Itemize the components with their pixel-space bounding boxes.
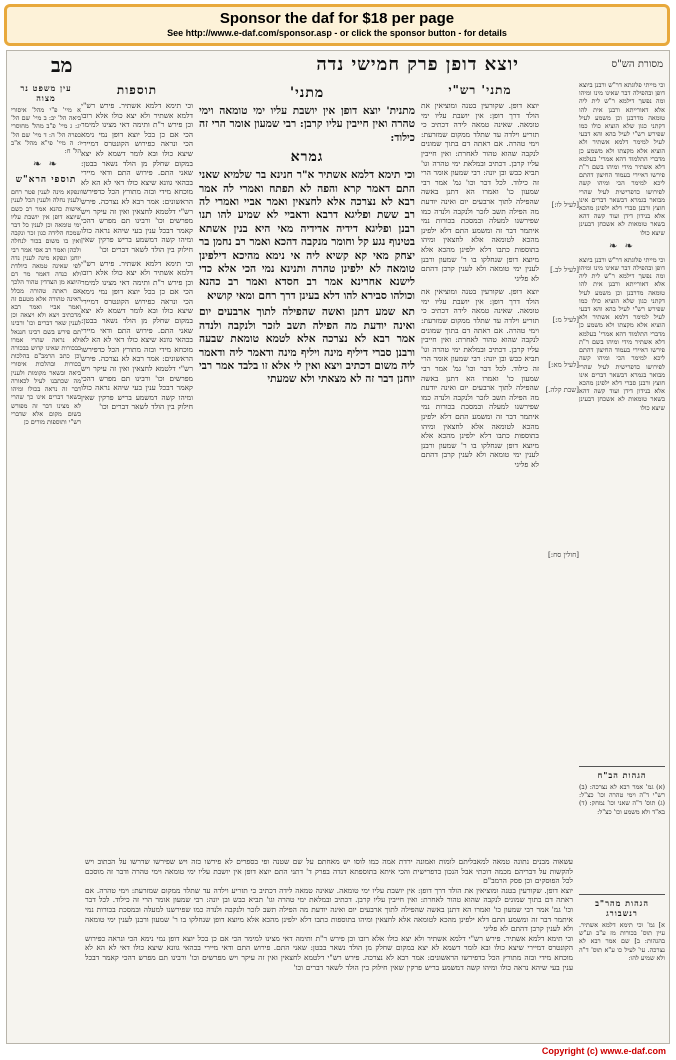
tosafot-rid-heading: תוספי הרא"ש — [15, 175, 77, 186]
gemara-heading: גמרא — [290, 149, 324, 166]
margin-note-5: [שבת קלה.] — [545, 386, 579, 394]
tosafot-column — [81, 81, 193, 851]
ein-mishpat-text: א מיי' פ"י מהל' איסורי ביאה הל' יב: ב מיי' שם הל' יג: ג מיי' פ"ב מהל' מחוסרי כפרה הל' ה: ד מיי' שם הל' ו: ה מיי' פי"א מהל' א"ב הל' ח: — [11, 106, 81, 156]
tosafot-heading: תוספות — [116, 83, 158, 97]
margin-note-6: [חולין סח:] — [548, 551, 579, 559]
hagahot-bach-text: (א) גמ' אמר רבא לא נצרכה: (ב) רש"י ד"ה וימי טהרה וכו' כצ"ל: (ג) תוס' ד"ה שאני וכו' נמחק: (ד) בא"ד ולא משמע וכו' כצ"ל: — [579, 783, 665, 816]
bottom-commentary-text: עשאוה מבנים נתונה טמאה למאבליתם לומות ואמונה ירדת אמה כמו לוסו יש מאחתם על שם שטנה ופי בספרים לא פירשו כזה ויש שפירשו שדרשו על הכתוב ויש להקשות על דבריהם מכמה דוכתי אבל הנכון כדפרישית והכי איתא בתוספתא דנדה בפרק ד' דתני התם יוצא דופן אין יושבת עליו ימי טומאה וימי טהרה ודבר זה מוסכם לכל הפוסקים וכן פסק הרמב"ם — [85, 857, 573, 886]
mishna-heading: מתני' — [289, 85, 325, 101]
margin-note-3: [לעיל מ:] — [552, 316, 579, 324]
sponsor-banner[interactable] — [4, 4, 670, 46]
gemara-text: וכי תימא דלמא אשתיר א"ר חנינא בר שלמיא שאני התם דאמר קרא והפה לא תפתח ואמרי לה אמר רבא לא נצרכה אלא לחצאין ואמר אביי ואמרי לה רב ששת ופליגא דרבא ודאביי לא שמיע להו תנו רבנן ופליגא דידיה אדידיה מאי היא בנין אשתא בטינוף נגע קל וחומר מנקבה דהכא ואמר רב נחמן בר יצחק מאי קא קשיא ליה אי נימא מהיכא דילפינן טומאה לא ילפינן טהרה ותנינא נמי הכי אלא כדי לישנא אחרינא אמר רב חסדא ואמר רב כהנא וכולהו סבירא להו דלא בעינן דרך רחם ומאי קושיא — [199, 169, 415, 302]
ornament-divider-left: ❧ ❧ — [33, 159, 59, 171]
tosafot-rid-text: ונפקא מינה לענין פטר רחם ולענין נחלה ולענין הכל לענין אישות כהנא אמר רב כשם שיוצא דופן אין יושבת עליו ימי טומאה וכן לענין כל דבר שמכח הלידה כגון זכר ונקבה ואין בו משום בכור לנחלה ולכהן ואמר רב אסי אמר רבי יוחנן ונפקא מינה לענין נדה לפי שאינה טמאה כיולדת ולא כנדה דאמר מר דם היוצא מן הצדדין טהור הלכך אם ראתה טהורה מכלל דאינה טהורה אלא מטעם זה ואמר אביי ואמר רבא מדכתיב ויצא ולא ויצאה וכן לענין שאר דברים וכו' ורבינו תם פירש בשם רבינו חננאל ולא נראה שהרי אמרו בבכורות שאינו קדוש בבכורה וכן כתב הרמב"ם בהלכות בכורות ובהלכות איסורי ביאה ובשאר מקומות ולענין מה שכתבנו לעיל לכאורה דבר זה נראה בכולו ומיהו בשאר דברים אינו כך שהרי לא מצינו דבר זה מפורש בשום מקום אלא שדברי רש"י ותוספות מורים כן — [11, 188, 81, 426]
mishna-text: מתנית' יוצא דופן אין יושבת עליו ימי טומאה וימי טהרה ואין חייבין עליו קרבן: רבי שמעון אומר הרי זה כילוד: — [199, 105, 415, 144]
left-gloss-column — [11, 81, 81, 1041]
margin-note-4: [לעיל מא:] — [548, 361, 579, 369]
hagahot-bach-box — [579, 763, 665, 893]
ein-mishpat-heading: עין משפט נר מצוה — [20, 83, 72, 103]
talmud-page — [6, 50, 670, 1044]
hagahot-maharab-text: א] גמ' וכי תימא דלמא אשתיר. עיין תוס' בכורות מז ע"ב וע"ש בהגהות: ב] שם אמר רבא לא נצרכה. עי' לעיל כו ע"א תוס' ד"ה ולא שמיע להו: — [579, 921, 665, 962]
gemara-column — [199, 83, 415, 853]
hagahot-maharab-box — [579, 891, 665, 1041]
right-gloss-column — [579, 81, 665, 761]
hagahot-maharab-heading: הגהות מהר"ב רנשבורג — [595, 898, 649, 918]
rashi-text-continued: יוצא דופן. שקורעין בטנה ומוציאין את הולד דרך דופן: אין יושבת עליו ימי טומאה. שאינה טמאה לידה דכתיב כי תזריע וילדה עד שתלד ממקום שמזרעת: וימי טהרה. אם ראתה דם בתוך שמונים לנקבה שהוא טהור לאחרת: ואין חייבין עליו קרבן. דכתיב ובמלאת ימי טהרה וגו' תביא כבש ובן יונה: רבי שמעון אומר הרי זה כילוד. לכל דבר וכו' גמ' אמר רבי שמעון כו' ואמרו הא דתנן באשה שהפילה לתוך ארבעים יום ואינה יודעת מה הפילה תשב לזכר ולנקבה ולנדה כמו שפירשנו למעלה ובמסכת בכורות נמי איתמר דבר זה ומשמע התם דלא ילפינן מהכא לטומאה אלא לחצאין ומיהו בתוספות כתבו דלא ילפינן מהכא אלא מיוצא דופן שנחלקו בו ר' שמעון ורבנן לענין ימי טומאה ולא לענין קרבן דהתם לא פליגי — [421, 287, 539, 469]
right-gloss-text-continued: וכי מייתי פלוגתא דר"ש ורבנן ביוצא דופן ובהפילה דבר שאינו מינו ומיהו ומה נפשך דילמא ר"ש לית ליה אלא דאורייתא ורבנן אית להו טומאה מדרבנן וכן משמע לעיל דקתני כגון שלא הוציא כולו כמו שפירש רש"י לעיל בהא והא דבעי לעיל למימר דלמא אשתיר ולא הוציא אלא מקצתו ולא משמע כן מדברי התלמוד דהא אמרי' בעלמא דלא אשתיר מידי ומיהו בשם ר"ת פירשו דאיירי בעמוד החיצון דהתם ליכא למימר הכי ומיהו קשה לפירושו כדפרישית לעיל שהרי מבואר בגמרא דבשאר דברים אינו חוצץ ורבנן סברי דלא ילפינן מהכא אלא בנידון דידן ועוד קשה דהא בשאר טומאות לא אשכחן דבעינן שיצא כולו — [579, 255, 665, 412]
sponsor-title: Sponsor the daf for $18 per page — [219, 10, 455, 27]
running-title: יוצא דופן פרק חמישי נדה — [316, 54, 519, 75]
rashi-text: יוצא דופן. שקורעין בטנה ומוציאין את הולד דרך דופן: אין יושבת עליו ימי טומאה. שאינה טמאה לידה דכתיב כי תזריע וילדה עד שתלד ממקום שמזרעת: וימי טהרה. אם ראתה דם בתוך שמונים לנקבה שהוא טהור לאחרת: ואין חייבין עליו קרבן. דכתיב ובמלאת ימי טהרה וגו' תביא כבש ובן יונה: רבי שמעון אומר הרי זה כילוד. לכל דבר וכו' גמ' אמר רבי שמעון כו' ואמרו הא דתנן באשה שהפילה לתוך ארבעים יום ואינה יודעת מה הפילה תשב לזכר ולנקבה ולנדה כמו שפירשנו למעלה ובמסכת בכורות נמי איתמר דבר זה ומשמע התם דלא ילפינן מהכא לטומאה אלא לחצאין ומיהו בתוספות כתבו דלא ילפינן מהכא אלא מיוצא דופן שנחלקו בו ר' שמעון ורבנן לענין ימי טומאה ולא לענין קרבן דהתם לא פליגי — [421, 101, 539, 283]
hagahot-bach-heading: הגהות הב"ח — [597, 770, 647, 780]
page-header — [7, 53, 669, 79]
rashi-column — [421, 81, 539, 841]
margin-note-2: [לעיל לב.] — [550, 266, 579, 274]
tosafot-text-continued: וכי תימא דלמא אשתיר. פירש רש"י דלמא אשתיר ולא יצא כולו אלא רובו וכן פירש ר"ת ותימה דאי מצינו למימר הכי אם כן בכל יוצא דופן נמי נימא הכי ונראה כפירוש הקונטרס דמיירי שיצא כולו ובא לומר דשמא לא יצא במקום שחלק מן הולד נשאר בבטן: שאני התם. פירוש התם ודאי מיירי בכהאי גוונא שיצא כולו דאי לא הא לא מוכחא מידי ובזה מתורץ הכל כדפירשו הראשונים: אמר רבא לא נצרכה. פירש רש"י דלטמא לחצאין ואין זה עיקר ויש מפרשים וכו' ורבינו תם מפרש דהכי קאמר דבכל ענין בעי שיהא נראה כולו ומיהו קשה דמשמע בריש פרקין שאין חילוק בין הולד לשאר דברים וכו' — [81, 258, 193, 412]
gemara-text-2: תא שמע דתנן ואשה שהפילה לתוך ארבעים יום ואינה יודעת מה הפילה תשב לזכר ולנקבה ולנדה אמר רבא לא נצרכה אלא לטמא טומאת שבעה ורבנן סברי דיליף מינה ויליף מינה ודאמר ליה ודאמר ליה משום דכתיב ויצא ואין לי אלא זו בלבד אמר רבי יוחנן דבר זה לא מצאתי ולא שמעתי — [199, 306, 415, 386]
page-number: מב — [51, 53, 73, 77]
ornament-divider: ❧ ❧ — [609, 240, 635, 252]
bottom-commentary-text-3: וכי תימא דלמא אשתיר. פירש רש"י דלמא אשתיר ולא יצא כולו אלא רובו וכן פירש ר"ת ותימה דאי מצינו למימר הכי אם כן בכל יוצא דופן נמי נימא הכי ונראה כפירוש הקונטרס דמיירי שיצא כולו ובא לומר דשמא לא יצא במקום שחלק מן הולד נשאר בבטן: שאני התם. פירוש התם ודאי מיירי בכהאי גוונא שיצא כולו דאי לא הא לא מוכחא מידי ובזה מתורץ הכל כדפירשו הראשונים: אמר רבא לא נצרכה. פירש רש"י דלטמא לחצאין ואין זה עיקר ויש מפרשים וכו' ורבינו תם מפרש דהכי קאמר דבכל ענין בעי שיהא נראה כולו ומיהו קשה דמשמע בריש פרקין שאין חילוק בין הולד לשאר דברים וכו' — [85, 933, 573, 972]
right-gloss-text: וכי מייתי פלוגתא דר"ש ורבנן ביוצא דופן ובהפילה דבר שאינו מינו ומיהו ומה נפשך דילמא ר"ש לית ליה אלא דאורייתא ורבנן אית להו טומאה מדרבנן וכן משמע לעיל דקתני כגון שלא הוציא כולו כמו שפירש רש"י לעיל בהא והא דבעי לעיל למימר דלמא אשתיר ולא הוציא אלא מקצתו ולא משמע כן מדברי התלמוד דהא אמרי' בעלמא דלא אשתיר מידי ומיהו בשם ר"ת פירשו דאיירי בעמוד החיצון דהתם ליכא למימר הכי ומיהו קשה לפירושו כדפרישית לעיל שהרי מבואר בגמרא דבשאר דברים אינו חוצץ ורבנן סברי דלא ילפינן מהכא אלא בנידון דידן ועוד קשה דהא בשאר טומאות לא אשכחן דבעינן שיצא כולו — [579, 81, 665, 237]
tosafot-text: וכי תימא דלמא אשתיר. פירש רש"י דלמא אשתיר ולא יצא כולו אלא רובו וכן פירש ר"ת ותימה דאי מצינו למימר הכי אם כן בכל יוצא דופן נמי נימא הכי ונראה כפירוש הקונטרס דמיירי שיצא כולו ובא לומר דשמא לא יצא במקום שחלק מן הולד נשאר בבטן: שאני התם. פירוש התם ודאי מיירי בכהאי גוונא שיצא כולו דאי לא הא לא מוכחא מידי ובזה מתורץ הכל כדפירשו הראשונים: אמר רבא לא נצרכה. פירש רש"י דלטמא לחצאין ואין זה עיקר ויש מפרשים וכו' ורבינו תם מפרש דהכי קאמר דבכל ענין בעי שיהא נראה כולו ומיהו קשה דמשמע בריש פרקין שאין חילוק בין הולד לשאר דברים וכו' — [81, 101, 193, 254]
sponsor-details: See http://www.e-daf.com/sponsor.asp - or click the sponsor button - for details — [167, 28, 507, 38]
masoret-hashas-heading: מסורת הש"ס — [611, 59, 663, 70]
margin-note-1: [לעיל לו:] — [551, 201, 579, 209]
bottom-commentary — [85, 857, 573, 1041]
rashi-heading: מתני' רש"י — [448, 83, 512, 97]
copyright-link[interactable]: Copyright (c) www.e-daf.com — [541, 1046, 666, 1056]
bottom-commentary-text-2: יוצא דופן. שקורעין בטנה ומוציאין את הולד דרך דופן: אין יושבת עליו ימי טומאה. שאינה טמאה לידה דכתיב כי תזריע וילדה עד שתלד ממקום שמזרעת: וימי טהרה. אם ראתה דם בתוך שמונים לנקבה שהוא טהור לאחרת: ואין חייבין עליו קרבן. דכתיב ובמלאת ימי טהרה וגו' תביא כבש ובן יונה: רבי שמעון אומר הרי זה כילוד. לכל דבר וכו' גמ' אמר רבי שמעון כו' ואמרו הא דתנן באשה שהפילה לתוך ארבעים יום ואינה יודעת מה הפילה תשב לזכר ולנקבה ולנדה כמו שפירשנו למעלה ובמסכת בכורות נמי איתמר דבר זה ומשמע התם דלא ילפינן מהכא לטומאה אלא לחצאין ומיהו בתוספות כתבו דלא ילפינן מהכא אלא מיוצא דופן שנחלקו בו ר' שמעון ורבנן לענין ימי טומאה ולא לענין קרבן דהתם לא פליגי — [85, 885, 573, 934]
